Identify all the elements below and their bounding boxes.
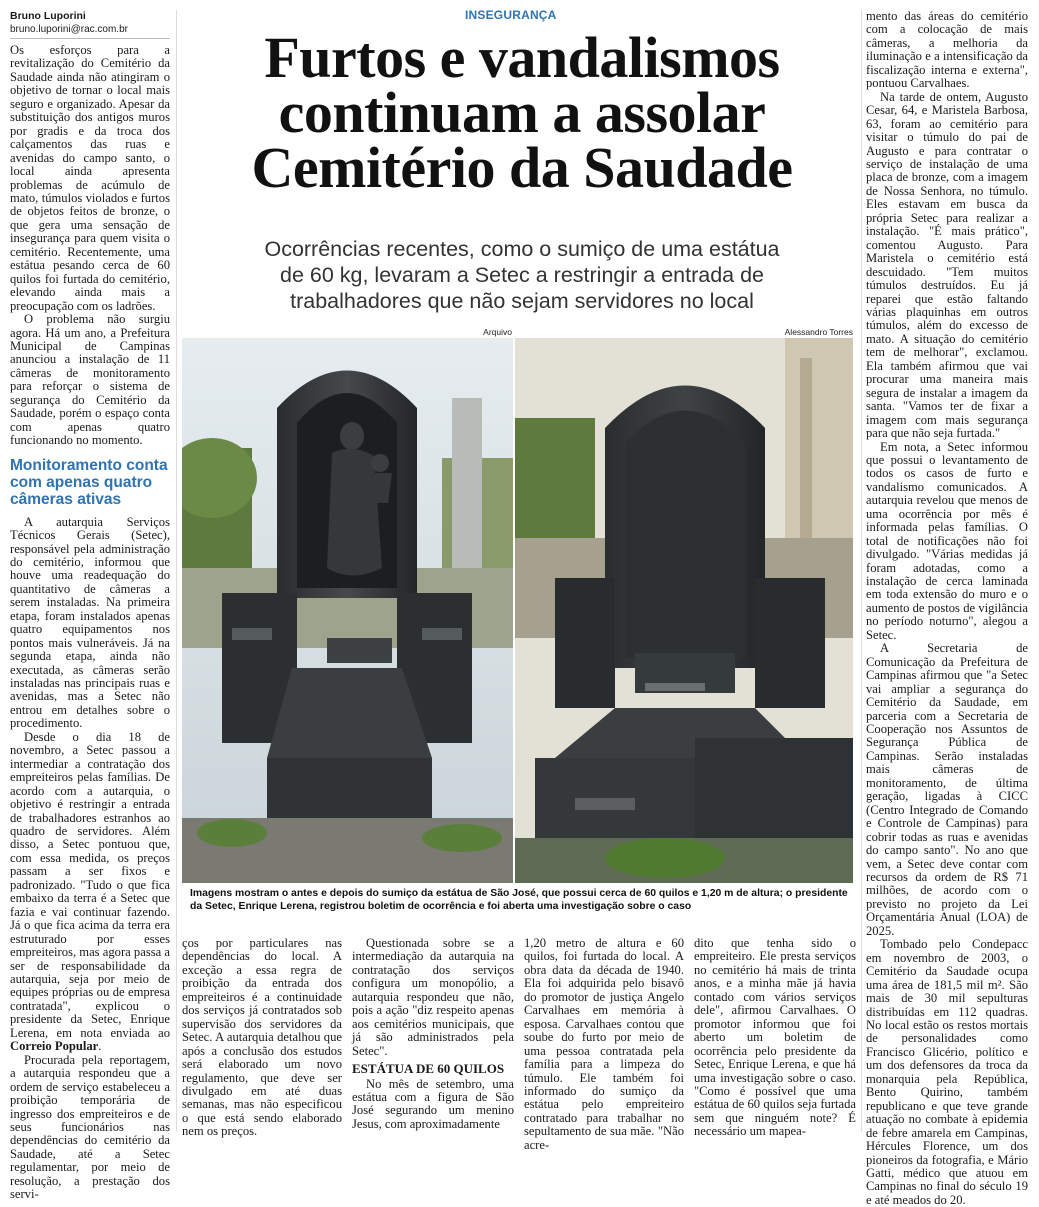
- paragraph: ços por particulares nas dependências do local. A exceção a essa regra de proibição da entrada dos empreiteiros é a continuidade dos serviços já contratados sob supervisão dos servidores da Setec. A autarquia detalhou que após a conclusão dos estudos será elaborado um novo regulamento, que deve ser divulgado em até duas semanas, mas não especificou o que está sendo elaborado nem os preços.: [182, 936, 342, 1139]
- paragraph: No mês de setembro, uma estátua com a figura de São José segurando um menino Jesus, com aproximadamente: [352, 1076, 514, 1131]
- headline: [182, 25, 862, 200]
- subheading: Monitoramento conta com apenas quatro câmeras ativas: [10, 456, 168, 508]
- paragraph-text: Desde o dia 18 de novembro, a Setec passou a intermediar a contratação dos empreiteiros pelas famílias. De acordo com a autarquia, o objetivo é restringir a entrada de trabalhadores estranhos ao quadro de servidores. Além disso, a Setec pontuou que, com essa medida, os preços passam a ser fixos e padronizado. "Tudo o que fica embaixo da terra é a Setec que fazia e vai continuar fazendo. Já o que fica acima da terra era estruturado por esses empreiteiros, mas agora passa a ser de responsabilidade da autarquia, seja por meio de equipes próprias ou de empresa contratada", explicou o presidente da Setec, Enrique Lerena, em nota enviada ao: [10, 729, 170, 1040]
- section-subheading: ESTÁTUA DE 60 QUILOS: [352, 1061, 505, 1077]
- deck: [182, 236, 862, 314]
- byline-author: Bruno Luporini: [10, 10, 86, 22]
- deck-line: de 60 kg, levaram a Setec a restringir a entrada de: [279, 263, 765, 287]
- column-4: [524, 937, 684, 1152]
- photo-credit-right: Alessandro Torres: [784, 327, 853, 337]
- photo-credit-left: Arquivo: [483, 327, 512, 337]
- column-1: [10, 43, 170, 1202]
- deck-line: trabalhadores que não sejam servidores no local: [290, 289, 754, 313]
- paragraph: 1,20 metro de altura e 60 quilos, foi furtada do local. A obra data da década de 1940. Ela foi adquirida pelo bisavô do promotor de justiça Angelo Carvalhaes em memória à esposa. Carvalhaes contou que soube do furto por meio de uma pessoa contratada pela família para a limpeza do túmulo. Ele também foi informado do sumiço da estátua pelo empreiteiro contratado para trabalhar no sepultamento de sua mãe. "Não acre-: [524, 936, 684, 1152]
- newspaper-name: Correio Popular: [10, 1039, 99, 1054]
- paragraph: Questionada sobre se a intermediação da autarquia na contratação dos serviços configura um monopólio, a autarquia respondeu que não, pois a ação "diz respeito apenas aos cemitérios municipais, que já são administrados pela Setec".: [352, 936, 514, 1058]
- paragraph: O problema não surgiu agora. Há um ano, a Prefeitura Municipal de Campinas anunciou a instalação de 11 câmeras de monitoramento para reforçar o sistema de segurança do Cemitério da Saudade, porém o espaço conta com apenas quatro funcionando no momento.: [10, 312, 170, 448]
- paragraph: Tombado pelo Condepacc em novembro de 2003, o Cemitério da Saudade ocupa uma área de 181,5 mil m². São mais de 30 mil sepulturas distribuídas em 112 quadras. No local estão os restos mortais de personalidades como Francisco Glicério, político e um dos defensores da troca da monarquia pela República, Bento Quirino, também republicano e que teve grande atuação no combate à epidemia de febre amarela em Campinas, Hércules Florence, um dos pioneiros da fotografia, e Mário Gatti, médico que atuou em Campinas no final do século 19 e até meados do 20.: [866, 937, 1028, 1207]
- paragraph: A autarquia Serviços Técnicos Gerais (Setec), responsável pela administração do cemitério, informou que houve uma readequação do quantitativo de câmeras a serem instaladas. Na primeira etapa, foram instalados apenas quatro equipamentos nos pontos mais vulneráveis. Já na segunda etapa, ainda não executada, as câmeras serão instaladas nas principais ruas e avenidas, mas a Setec não entrou em detalhes sobre o procedimento.: [10, 514, 170, 731]
- section-tag: INSEGURANÇA: [465, 8, 557, 22]
- grave-with-statue-image: [182, 338, 513, 883]
- photo-before: [182, 338, 513, 883]
- caption-line: da Setec, Enrique Lerena, registrou boletim de ocorrência e foi aberta uma investigação sobre o caso: [190, 901, 692, 913]
- paragraph: Os esforços para a revitalização do Cemitério da Saudade ainda não atingiram o objetivo de tornar o local mais seguro e organizado. Apesar da substituição dos antigos muros por gradis e da troca dos calçamentos das ruas e avenidas do campo santo, o local ainda apresenta problemas de acúmulo de mato, túmulos violados e furtos de objetos feitos de bronze, o que gera uma sensação de insegurança para quem visita o cemitério. Recentemente, uma estátua pesando cerca de 60 quilos foi furtada do cemitério, elevando ainda mais a preocupação com os ladrões.: [10, 43, 170, 313]
- column-divider: [861, 10, 862, 1132]
- column-2: [182, 937, 342, 1139]
- paragraph: dito que tenha sido o empreiteiro. Ele presta serviços no cemitério há mais de trinta anos, e a minha mãe já havia contado com vários serviços dele", afirmou Carvalhaes. O promotor informou que foi aberto um boletim de ocorrência pelo presidente da Setec, Enrique Lerena, e que há uma investigação sobre o caso. "Como é possível que uma estátua de 60 quilos seja furtada sem que ninguém note? É necessário um mapea-: [694, 936, 856, 1139]
- grave-without-statue-image: [515, 338, 853, 883]
- headline-line: Furtos e vandalismos: [264, 25, 780, 90]
- paragraph: mento das áreas do cemitério com a colocação de mais câmeras, a melhoria da iluminação e a intensificação da fiscalização interna e externa", pontuou Carvalhaes.: [866, 9, 1028, 91]
- paragraph: Procurada pela reportagem, a autarquia respondeu que a ordem de serviço estabeleceu a proibição temporária de ingresso dos empreiteiros e de seus funcionários nas dependências do cemitério da Saudade, até a Setec regulamentar, por meio de resolução, a prestação dos servi-: [10, 1052, 170, 1202]
- column-6: [866, 9, 1028, 1207]
- photo-after: [515, 338, 853, 883]
- headline-line: Cemitério da Saudade: [251, 135, 793, 200]
- deck-line: Ocorrências recentes, como o sumiço de uma estátua: [264, 237, 780, 261]
- column-divider: [176, 10, 177, 1132]
- paragraph: A Secretaria de Comunicação da Prefeitura de Campinas afirmou que "a Setec vai ampliar a segurança do Cemitério da Saudade, em parceria com a Secretaria de Cooperação nos Assuntos de Segurança Pública de Campinas. Serão instaladas mais câmeras de monitoramento, de última geração, ligadas à CICC (Centro Integrado de Comando e Controle de Campinas) para cobrir todas as ruas e avenidas do campo santo". No ano que vem, a Setec deve contar com recursos da ordem de R$ 71 milhões, de acordo com o previsto no projeto da Lei Orçamentária Anual (LOA) de 2025.: [866, 641, 1028, 938]
- paragraph: [10, 731, 170, 1054]
- byline-email: bruno.luporini@rac.com.br: [10, 24, 128, 35]
- byline-rule: [10, 38, 170, 39]
- headline-line: continuam a assolar: [278, 80, 766, 145]
- column-3: [352, 937, 514, 1131]
- caption-line: Imagens mostram o antes e depois do sumiço da estátua de São José, que possui cerca de 60 quilos e 1,20 m de altura; o presidente: [190, 888, 848, 899]
- paragraph: Na tarde de ontem, Augusto Cesar, 64, e Maristela Barbosa, 63, foram ao cemitério para visitar o túmulo do pai de Augusto e para contratar o serviço de instalação de uma placa de bronze, com a imagem de Nossa Senhora, no túmulo. Eles estavam em busca da própria Setec para realizar a instalação. "É mais prático", comentou Augusto. Para Maristela o cemitério está descuidado. "Tem muitos túmulos destruídos. Eu já reparei que estão faltando várias plaquinhas em outros túmulos, além do excesso de mato. A situação do cemitério tem de melhorar", exclamou. Ela também afirmou que vai procurar uma maneira mais segura de instalar a imagem da santa. "Vamos ter de fixar a imagem com mais segurança para que não seja furtada.": [866, 89, 1028, 441]
- paragraph: Em nota, a Setec informou que possui o levantamento de todos os casos de furto e vandalismo comunicados. A autarquia revelou que menos de uma ocorrência por mês é informada pelas famílias. O total de notificações não foi divulgado. "Várias medidas já foram adotadas, como a instalação de cerca laminada em toda extensão do muro e o aumento de postos de vigilância no período noturno", alegou a Setec.: [866, 439, 1028, 642]
- paragraph-end: .: [98, 1039, 102, 1054]
- column-5: [694, 937, 856, 1139]
